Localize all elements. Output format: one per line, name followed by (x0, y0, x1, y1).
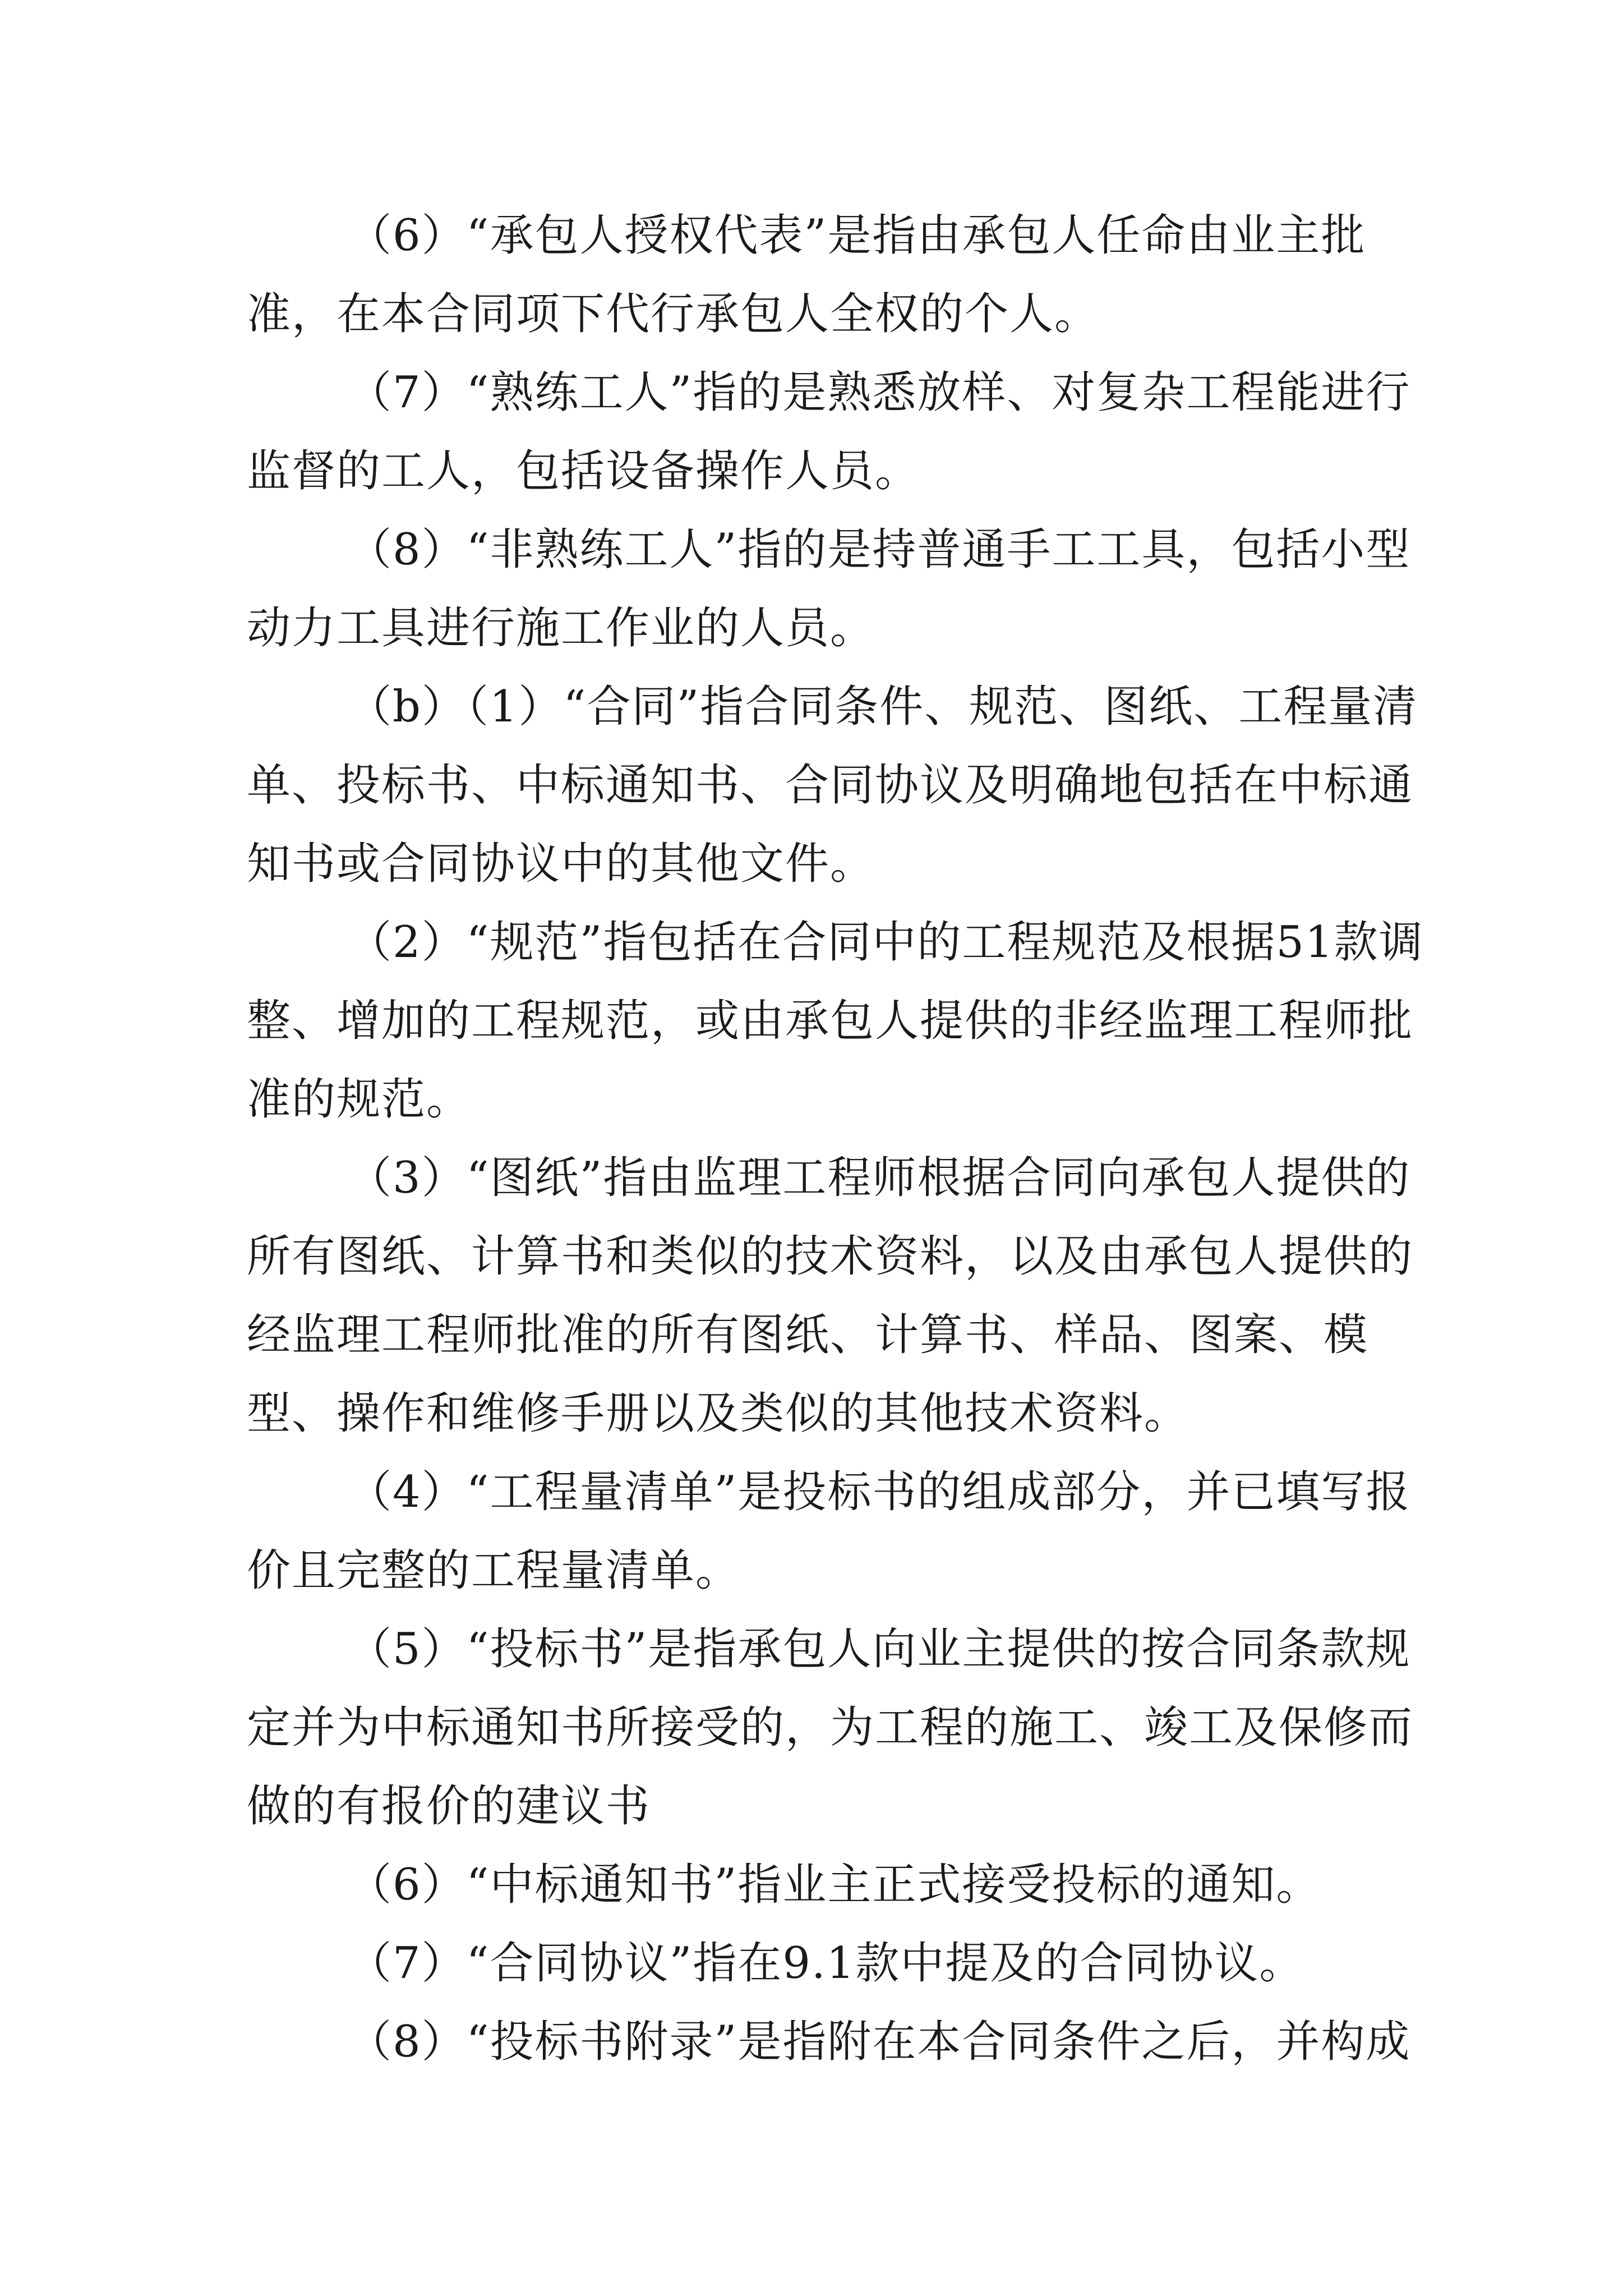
document-body (247, 196, 1436, 2081)
paragraph-contract: （b）（1）“合同”指合同条件、规范、图纸、工程量清单、投标书、中标通知书、合同协议及明确地包括在中标通知书或合同协议中的其他文件。 (247, 682, 1418, 889)
paragraph-contract-agreement: （7）“合同协议”指在9.1款中提及的合同协议。 (348, 1938, 1304, 1989)
paragraph-skilled-worker: （7）“熟练工人”指的是熟悉放样、对复杂工程能进行监督的工人，包括设备操作人员。 (247, 367, 1411, 496)
paragraph-bill-of-quantities: （4）“工程量清单”是投标书的组成部分，并已填写报价且完整的工程量清单。 (247, 1467, 1411, 1596)
paragraph-letter-of-acceptance: （6）“中标通知书”指业主正式接受投标的通知。 (348, 1860, 1321, 1910)
paragraph-tender: （5）“投标书”是指承包人向业主提供的按合同条款规定并为中标通知书所接受的，为工程的施工、竣工及保修而做的有报价的建议书 (247, 1624, 1414, 1832)
paragraph-unskilled-worker: （8）“非熟练工人”指的是持普通手工工具，包括小型动力工具进行施工作业的人员。 (247, 524, 1411, 654)
paragraph-specification: （2）“规范”指包括在合同中的工程规范及根据51款调整、增加的工程规范，或由承包人提供的非经监理工程师批准的规范。 (247, 917, 1424, 1125)
paragraph-drawings: （3）“图纸”指由监理工程师根据合同向承包人提供的所有图纸、计算书和类似的技术资料，以及由承包人提供的经监理工程师批准的所有图纸、计算书、样品、图案、模型、操作和维修手册以及类似的其他技术资料。 (247, 1153, 1414, 1439)
paragraph-authorized-representative: （6）“承包人授权代表”是指由承包人任命由业主批准，在本合同项下代行承包人全权的个人。 (247, 210, 1366, 339)
paragraph-appendix-to-tender: （8）“投标书附录”是指附在本合同条件之后，并构成 (348, 2017, 1411, 2067)
